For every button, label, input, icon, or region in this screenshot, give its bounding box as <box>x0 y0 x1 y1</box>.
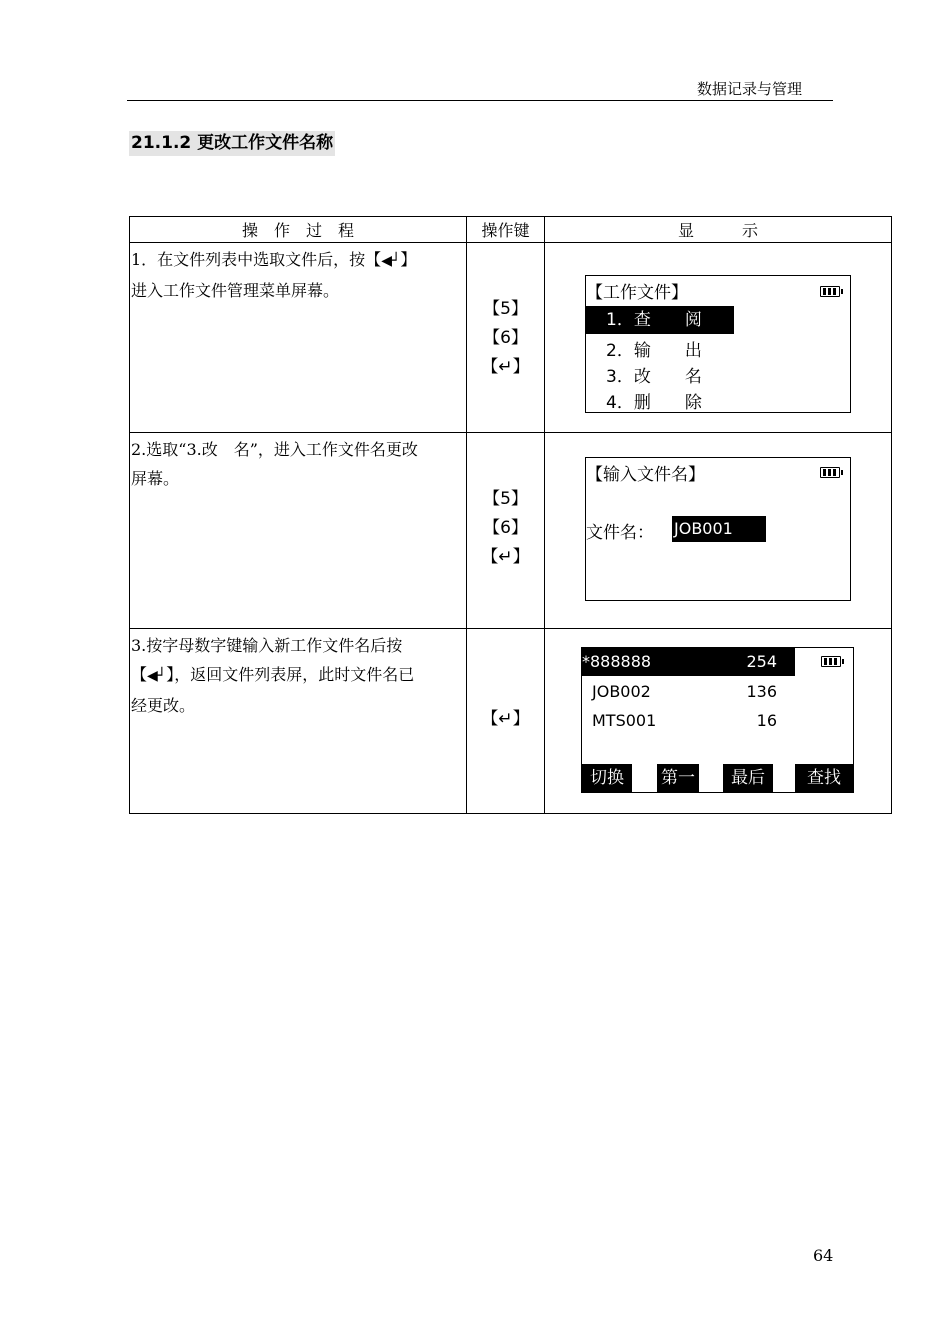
operation-cell <box>130 243 467 433</box>
battery-icon <box>821 656 841 667</box>
device-screen <box>585 275 851 413</box>
file-count: 136 <box>746 682 777 701</box>
enter-key-icon: ◀┘ <box>147 668 167 684</box>
display-cell <box>545 243 892 433</box>
page-number: 64 <box>813 1246 834 1265</box>
filename-input[interactable]: JOB001 <box>672 516 766 542</box>
key-enter: 【↵】 <box>481 547 530 567</box>
key-5: 【5】 <box>483 299 528 319</box>
device-screen <box>585 457 851 601</box>
key-5: 【5】 <box>483 489 528 509</box>
table-row <box>130 243 892 433</box>
file-name: JOB002 <box>592 682 651 701</box>
softkey-switch[interactable]: 切换 <box>582 764 632 792</box>
file-name: MTS001 <box>592 711 657 730</box>
file-count: 254 <box>746 652 777 671</box>
screen-title: 【工作文件】 <box>586 283 688 303</box>
key-6: 【6】 <box>483 518 528 538</box>
header-key: 操作键 <box>467 217 545 243</box>
softkey-find[interactable]: 查找 <box>795 764 853 792</box>
header-rule <box>127 100 833 101</box>
file-name: *888888 <box>582 652 652 671</box>
key-cell <box>467 629 545 814</box>
display-cell <box>545 629 892 814</box>
file-row-selected <box>582 648 795 676</box>
table-header-row <box>130 217 892 243</box>
operation-line: 1．在文件列表中选取文件后，按【◀┘】 <box>131 245 466 276</box>
running-header: 数据记录与管理 <box>696 80 802 98</box>
operation-line: 2.选取“3.改 名”，进入工作文件名更改 <box>131 440 418 459</box>
operation-cell <box>130 433 467 629</box>
operation-line: 进入工作文件管理菜单屏幕。 <box>131 281 340 300</box>
operation-line: 屏幕。 <box>131 469 180 488</box>
filename-label: 文件名： <box>586 523 654 543</box>
file-row <box>582 678 795 706</box>
header-operation: 操 作 过 程 <box>130 217 467 243</box>
key-cell <box>467 433 545 629</box>
table-row <box>130 629 892 814</box>
operation-cell <box>130 629 467 814</box>
file-row <box>582 707 795 735</box>
display-cell <box>545 433 892 629</box>
header-display: 显 示 <box>545 217 892 243</box>
menu-item: 3．改 名 <box>606 367 702 387</box>
menu-item: 2．输 出 <box>606 341 702 361</box>
key-cell <box>467 243 545 433</box>
enter-key-icon: ◀┘ <box>381 253 401 269</box>
file-count: 16 <box>756 711 777 730</box>
battery-icon <box>820 286 840 297</box>
operation-line: 【◀┘】，返回文件列表屏，此时文件名已 <box>131 660 466 691</box>
section-title: 21.1.2 更改工作文件名称 <box>129 131 335 156</box>
key-enter: 【↵】 <box>481 709 530 729</box>
key-enter: 【↵】 <box>481 357 530 377</box>
menu-item-selected: 1．查 阅 <box>586 306 734 334</box>
procedure-table <box>129 216 892 814</box>
softkey-last[interactable]: 最后 <box>723 764 773 792</box>
softkey-first[interactable]: 第一 <box>657 764 699 792</box>
device-screen <box>581 647 854 793</box>
operation-line: 3.按字母数字键输入新工作文件名后按 <box>131 636 403 655</box>
operation-line: 经更改。 <box>131 696 196 715</box>
key-6: 【6】 <box>483 328 528 348</box>
menu-item: 4．删 除 <box>606 393 702 413</box>
screen-title: 【输入文件名】 <box>586 465 705 485</box>
table-row <box>130 433 892 629</box>
battery-icon <box>820 467 840 478</box>
